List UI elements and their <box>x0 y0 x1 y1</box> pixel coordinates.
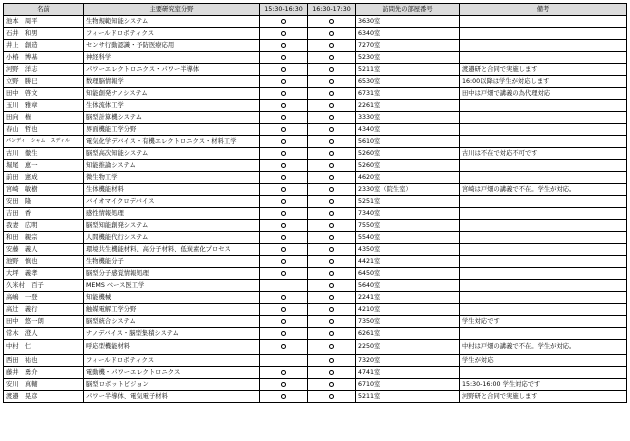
cell-slot-2[interactable] <box>308 172 356 184</box>
cell-room[interactable]: 5211室 <box>356 391 460 403</box>
cell-room[interactable]: 6710室 <box>356 379 460 391</box>
cell-room[interactable]: 5640室 <box>356 280 460 292</box>
cell-note[interactable] <box>460 196 627 208</box>
table-row <box>4 379 627 391</box>
cell-room[interactable]: 4741室 <box>356 367 460 379</box>
available-circle-icon <box>281 223 286 228</box>
cell-note[interactable]: 河野研と合同で実施します <box>460 391 627 403</box>
available-circle-icon <box>329 67 334 72</box>
cell-note[interactable] <box>460 367 627 379</box>
table-row <box>4 292 627 304</box>
cell-slot-1[interactable] <box>260 52 308 64</box>
available-circle-icon <box>329 19 334 24</box>
cell-name[interactable]: 田中 啓文 <box>4 88 84 100</box>
cell-room[interactable]: 6340室 <box>356 28 460 40</box>
available-circle-icon <box>329 223 334 228</box>
table-row <box>4 196 627 208</box>
cell-field[interactable]: MEMS ベース医工学 <box>84 280 260 292</box>
table-row <box>4 28 627 40</box>
cell-slot-1[interactable] <box>260 136 308 148</box>
cell-name[interactable]: 石井 和男 <box>4 28 84 40</box>
cell-field[interactable]: 神経科学 <box>84 52 260 64</box>
cell-field[interactable]: 生体流体工学 <box>84 100 260 112</box>
available-circle-icon <box>329 115 334 120</box>
cell-field[interactable]: 知能創発ナノシステム <box>84 88 260 100</box>
cell-field[interactable]: パワーエレクトロニクス・パワー半導体 <box>84 64 260 76</box>
cell-note[interactable] <box>460 40 627 52</box>
table-row <box>4 367 627 379</box>
cell-field[interactable]: パワー半導体、電気電子材料 <box>84 391 260 403</box>
cell-field[interactable]: 環境共生機能材料、高分子材料、低炭素化プロセス <box>84 244 260 256</box>
cell-field[interactable]: 脳型計算機システム <box>84 112 260 124</box>
available-circle-icon <box>329 271 334 276</box>
available-circle-icon <box>281 175 286 180</box>
cell-name[interactable]: 前田 憲成 <box>4 172 84 184</box>
available-circle-icon <box>281 187 286 192</box>
available-circle-icon <box>329 344 334 349</box>
cell-name[interactable]: 久米村 百子 <box>4 280 84 292</box>
table-row <box>4 64 627 76</box>
available-circle-icon <box>329 31 334 36</box>
cell-slot-1[interactable] <box>260 112 308 124</box>
header-note: 備考 <box>460 4 627 16</box>
cell-slot-2[interactable] <box>308 208 356 220</box>
table-row <box>4 355 627 367</box>
cell-room[interactable]: 4620室 <box>356 172 460 184</box>
available-circle-icon <box>329 307 334 312</box>
cell-note[interactable] <box>460 16 627 28</box>
header-name: 名前 <box>4 4 84 16</box>
cell-field[interactable]: フィールドロボティクス <box>84 355 260 367</box>
cell-slot-2[interactable] <box>308 268 356 280</box>
cell-note[interactable] <box>460 256 627 268</box>
table-row <box>4 220 627 232</box>
table-row <box>4 40 627 52</box>
cell-room[interactable]: 4350室 <box>356 244 460 256</box>
available-circle-icon <box>329 283 334 288</box>
cell-field[interactable]: 数理脳情報学 <box>84 76 260 88</box>
cell-room[interactable]: 7340室 <box>356 208 460 220</box>
available-circle-icon <box>281 55 286 60</box>
cell-field[interactable]: 微生物工学 <box>84 172 260 184</box>
table-row <box>4 256 627 268</box>
cell-room[interactable]: 7550室 <box>356 220 460 232</box>
cell-slot-2[interactable] <box>308 391 356 403</box>
cell-room[interactable]: 6261室 <box>356 328 460 340</box>
cell-room[interactable]: 5260室 <box>356 160 460 172</box>
cell-name[interactable]: 藤井 勇介 <box>4 367 84 379</box>
cell-room[interactable]: 2330室（院生室） <box>356 184 460 196</box>
available-circle-icon <box>281 127 286 132</box>
cell-slot-1[interactable] <box>260 280 308 292</box>
cell-room[interactable]: 4421室 <box>356 256 460 268</box>
cell-note[interactable] <box>460 304 627 316</box>
cell-name[interactable]: 玉川 雅章 <box>4 100 84 112</box>
available-circle-icon <box>281 394 286 399</box>
cell-name[interactable]: 安川 真輔 <box>4 379 84 391</box>
cell-slot-1[interactable] <box>260 316 308 328</box>
cell-room[interactable]: 6530室 <box>356 76 460 88</box>
available-circle-icon <box>329 394 334 399</box>
table-body <box>4 16 627 403</box>
cell-slot-1[interactable] <box>260 160 308 172</box>
cell-slot-1[interactable] <box>260 328 308 340</box>
available-circle-icon <box>329 163 334 168</box>
cell-slot-2[interactable] <box>308 88 356 100</box>
available-circle-icon <box>281 79 286 84</box>
available-circle-icon <box>329 79 334 84</box>
available-circle-icon <box>329 358 334 363</box>
table-row <box>4 316 627 328</box>
available-circle-icon <box>281 295 286 300</box>
cell-name[interactable]: 中村 仁 <box>4 340 84 355</box>
cell-note[interactable]: 15:30-16:00 学生対応です <box>460 379 627 391</box>
available-circle-icon <box>329 55 334 60</box>
cell-slot-1[interactable] <box>260 184 308 196</box>
cell-field[interactable]: ナノデバイス・脳型集積システム <box>84 328 260 340</box>
cell-slot-1[interactable] <box>260 88 308 100</box>
cell-name[interactable]: 春山 哲也 <box>4 124 84 136</box>
available-circle-icon <box>281 382 286 387</box>
cell-note[interactable] <box>460 52 627 64</box>
cell-field[interactable]: 人間機能代行システム <box>84 232 260 244</box>
cell-slot-1[interactable] <box>260 76 308 88</box>
cell-name[interactable]: 田中 悠一朗 <box>4 316 84 328</box>
cell-field[interactable]: 脳型高次知能システム <box>84 148 260 160</box>
cell-note[interactable]: 古川は不在で対応不可です <box>460 148 627 160</box>
cell-field[interactable]: 界面機能工学分野 <box>84 124 260 136</box>
table-row <box>4 268 627 280</box>
cell-room[interactable]: 5211室 <box>356 64 460 76</box>
cell-room[interactable]: 3630室 <box>356 16 460 28</box>
cell-room[interactable]: 5610室 <box>356 136 460 148</box>
cell-name[interactable]: 安藤 義人 <box>4 244 84 256</box>
available-circle-icon <box>281 271 286 276</box>
cell-slot-2[interactable] <box>308 28 356 40</box>
cell-slot-1[interactable] <box>260 268 308 280</box>
cell-slot-2[interactable] <box>308 136 356 148</box>
cell-slot-1[interactable] <box>260 16 308 28</box>
cell-note[interactable] <box>460 208 627 220</box>
cell-slot-1[interactable] <box>260 304 308 316</box>
cell-slot-2[interactable] <box>308 52 356 64</box>
cell-slot-2[interactable] <box>308 124 356 136</box>
available-circle-icon <box>281 211 286 216</box>
cell-field[interactable]: バイオマイクロデバイス <box>84 196 260 208</box>
cell-note[interactable]: 学生対応です <box>460 316 627 328</box>
cell-field[interactable]: 知能機械 <box>84 292 260 304</box>
cell-field[interactable]: 脳型統合システム <box>84 316 260 328</box>
table-row <box>4 172 627 184</box>
cell-room[interactable]: 5540室 <box>356 232 460 244</box>
table-row <box>4 280 627 292</box>
cell-slot-1[interactable] <box>260 220 308 232</box>
table-row <box>4 100 627 112</box>
cell-field[interactable]: 感性情報処理 <box>84 208 260 220</box>
cell-field[interactable]: 電動機・パワーエレクトロニクス <box>84 367 260 379</box>
cell-name[interactable]: パンディ シャム スディル <box>4 136 84 148</box>
cell-room[interactable]: 7270室 <box>356 40 460 52</box>
cell-room[interactable]: 7320室 <box>356 355 460 367</box>
table-row <box>4 76 627 88</box>
cell-slot-1[interactable] <box>260 355 308 367</box>
cell-slot-2[interactable] <box>308 379 356 391</box>
cell-slot-2[interactable] <box>308 304 356 316</box>
cell-name[interactable]: 古川 徹生 <box>4 148 84 160</box>
cell-room[interactable]: 5230室 <box>356 52 460 64</box>
available-circle-icon <box>329 331 334 336</box>
cell-field[interactable]: 生物機能分子 <box>84 256 260 268</box>
cell-note[interactable]: 学生が対応 <box>460 355 627 367</box>
available-circle-icon <box>329 175 334 180</box>
cell-slot-2[interactable] <box>308 292 356 304</box>
table-row <box>4 148 627 160</box>
available-circle-icon <box>329 295 334 300</box>
available-circle-icon <box>329 91 334 96</box>
cell-slot-2[interactable] <box>308 76 356 88</box>
available-circle-icon <box>281 307 286 312</box>
cell-slot-2[interactable] <box>308 184 356 196</box>
cell-slot-2[interactable] <box>308 316 356 328</box>
cell-note[interactable] <box>460 328 627 340</box>
cell-note[interactable] <box>460 124 627 136</box>
available-circle-icon <box>329 187 334 192</box>
cell-field[interactable]: フィールドロボティクス <box>84 28 260 40</box>
cell-slot-2[interactable] <box>308 40 356 52</box>
cell-note[interactable] <box>460 268 627 280</box>
cell-room[interactable]: 2261室 <box>356 100 460 112</box>
cell-field[interactable]: 脳型ロボットビジョン <box>84 379 260 391</box>
available-circle-icon <box>329 211 334 216</box>
cell-slot-1[interactable] <box>260 208 308 220</box>
table-row <box>4 328 627 340</box>
cell-room[interactable]: 3330室 <box>356 112 460 124</box>
cell-room[interactable]: 4210室 <box>356 304 460 316</box>
available-circle-icon <box>281 370 286 375</box>
cell-slot-2[interactable] <box>308 256 356 268</box>
cell-name[interactable]: 池野 慎也 <box>4 256 84 268</box>
cell-slot-2[interactable] <box>308 367 356 379</box>
cell-note[interactable] <box>460 292 627 304</box>
cell-slot-1[interactable] <box>260 28 308 40</box>
available-circle-icon <box>281 259 286 264</box>
cell-slot-1[interactable] <box>260 124 308 136</box>
available-circle-icon <box>281 319 286 324</box>
header-row <box>4 4 627 16</box>
table-row <box>4 124 627 136</box>
cell-note[interactable] <box>460 280 627 292</box>
cell-name[interactable]: 河野 洋志 <box>4 64 84 76</box>
cell-room[interactable]: 6450室 <box>356 268 460 280</box>
cell-name[interactable]: 吉田 香 <box>4 208 84 220</box>
cell-slot-1[interactable] <box>260 64 308 76</box>
table-row <box>4 52 627 64</box>
available-circle-icon <box>329 43 334 48</box>
cell-slot-1[interactable] <box>260 100 308 112</box>
available-circle-icon <box>329 103 334 108</box>
cell-slot-1[interactable] <box>260 379 308 391</box>
available-circle-icon <box>329 319 334 324</box>
cell-room[interactable]: 5260室 <box>356 148 460 160</box>
cell-room[interactable]: 7350室 <box>356 316 460 328</box>
cell-room[interactable]: 2241室 <box>356 292 460 304</box>
available-circle-icon <box>281 19 286 24</box>
cell-note[interactable] <box>460 136 627 148</box>
cell-note[interactable] <box>460 160 627 172</box>
cell-name[interactable]: 渡邉 晃彦 <box>4 391 84 403</box>
cell-slot-2[interactable] <box>308 355 356 367</box>
table-row <box>4 160 627 172</box>
cell-slot-1[interactable] <box>260 172 308 184</box>
cell-note[interactable]: 渡邉研と合同で実施します <box>460 64 627 76</box>
available-circle-icon <box>281 67 286 72</box>
available-circle-icon <box>281 139 286 144</box>
cell-slot-1[interactable] <box>260 244 308 256</box>
cell-slot-1[interactable] <box>260 340 308 355</box>
cell-name[interactable]: 大坪 義孝 <box>4 268 84 280</box>
cell-slot-2[interactable] <box>308 100 356 112</box>
available-circle-icon <box>281 115 286 120</box>
cell-name[interactable]: 井上 創造 <box>4 40 84 52</box>
cell-note[interactable] <box>460 28 627 40</box>
table-row <box>4 391 627 403</box>
cell-field[interactable]: 生体機能材料 <box>84 184 260 196</box>
cell-note[interactable] <box>460 112 627 124</box>
available-circle-icon <box>329 247 334 252</box>
cell-name[interactable]: 安田 隆 <box>4 196 84 208</box>
available-circle-icon <box>329 199 334 204</box>
available-circle-icon <box>281 91 286 96</box>
available-circle-icon <box>329 235 334 240</box>
table-row <box>4 112 627 124</box>
cell-slot-2[interactable] <box>308 148 356 160</box>
table-row <box>4 244 627 256</box>
cell-slot-1[interactable] <box>260 196 308 208</box>
cell-name[interactable]: 小椿 博基 <box>4 52 84 64</box>
available-circle-icon <box>281 344 286 349</box>
available-circle-icon <box>329 382 334 387</box>
cell-note[interactable] <box>460 220 627 232</box>
available-circle-icon <box>329 139 334 144</box>
cell-field[interactable]: 脳型知能創発システム <box>84 220 260 232</box>
cell-slot-2[interactable] <box>308 64 356 76</box>
table-row <box>4 340 627 355</box>
cell-slot-1[interactable] <box>260 391 308 403</box>
available-circle-icon <box>329 259 334 264</box>
cell-slot-2[interactable] <box>308 160 356 172</box>
cell-field[interactable]: 電気化学デバイス・有機エレクトロニクス・材料工学 <box>84 136 260 148</box>
header-field: 主要研究室分野 <box>84 4 260 16</box>
spreadsheet <box>3 3 627 403</box>
cell-field[interactable]: 脳型分子感覚情報処理 <box>84 268 260 280</box>
available-circle-icon <box>281 43 286 48</box>
cell-slot-1[interactable] <box>260 367 308 379</box>
cell-slot-1[interactable] <box>260 292 308 304</box>
cell-slot-2[interactable] <box>308 196 356 208</box>
cell-field[interactable]: センサ行動認識・予防医療応用 <box>84 40 260 52</box>
cell-room[interactable]: 4340室 <box>356 124 460 136</box>
header-slot-1: 15:30-16:30 <box>260 4 308 16</box>
cell-slot-1[interactable] <box>260 40 308 52</box>
cell-name[interactable]: 堀尾 恵一 <box>4 160 84 172</box>
cell-name[interactable]: 宮崎 敏樹 <box>4 184 84 196</box>
cell-slot-1[interactable] <box>260 232 308 244</box>
available-circle-icon <box>281 199 286 204</box>
available-circle-icon <box>281 163 286 168</box>
table-row <box>4 304 627 316</box>
table-row <box>4 136 627 148</box>
available-circle-icon <box>281 151 286 156</box>
cell-name[interactable]: 高嶋 一登 <box>4 292 84 304</box>
table-row <box>4 232 627 244</box>
cell-note[interactable] <box>460 232 627 244</box>
cell-slot-2[interactable] <box>308 328 356 340</box>
cell-slot-1[interactable] <box>260 148 308 160</box>
cell-field[interactable]: 生物規範知能システム <box>84 16 260 28</box>
cell-note[interactable]: 中村は戸畑の講義で不在。学生が対応。 <box>460 340 627 355</box>
cell-note[interactable] <box>460 244 627 256</box>
cell-slot-2[interactable] <box>308 340 356 355</box>
available-circle-icon <box>329 127 334 132</box>
cell-name[interactable]: 西田 祐也 <box>4 355 84 367</box>
cell-note[interactable] <box>460 100 627 112</box>
cell-field[interactable]: 知能推論システム <box>84 160 260 172</box>
cell-name[interactable]: 常木 澄人 <box>4 328 84 340</box>
available-circle-icon <box>281 235 286 240</box>
cell-note[interactable]: 宮崎は戸畑の講義で不在。学生が対応。 <box>460 184 627 196</box>
cell-name[interactable]: 田向 権 <box>4 112 84 124</box>
available-circle-icon <box>329 151 334 156</box>
available-circle-icon <box>281 31 286 36</box>
available-circle-icon <box>281 247 286 252</box>
cell-room[interactable]: 6731室 <box>356 88 460 100</box>
cell-name[interactable]: 和田 親宗 <box>4 232 84 244</box>
table-row <box>4 184 627 196</box>
cell-note[interactable] <box>460 172 627 184</box>
header-room: 訪問先の部屋番号 <box>356 4 460 16</box>
cell-name[interactable]: 池本 周平 <box>4 16 84 28</box>
available-circle-icon <box>281 331 286 336</box>
cell-note[interactable]: 16:00以降は学生が対応します <box>460 76 627 88</box>
cell-room[interactable]: 5251室 <box>356 196 460 208</box>
cell-slot-2[interactable] <box>308 112 356 124</box>
cell-name[interactable]: 高辻 義行 <box>4 304 84 316</box>
cell-slot-2[interactable] <box>308 16 356 28</box>
table-row <box>4 16 627 28</box>
available-circle-icon <box>281 103 286 108</box>
cell-field[interactable]: 触媒電解工学分野 <box>84 304 260 316</box>
cell-slot-1[interactable] <box>260 256 308 268</box>
cell-slot-2[interactable] <box>308 232 356 244</box>
available-circle-icon <box>329 370 334 375</box>
cell-name[interactable]: 我妻 広明 <box>4 220 84 232</box>
table-row <box>4 88 627 100</box>
cell-slot-2[interactable] <box>308 280 356 292</box>
header-slot-2: 16:30-17:30 <box>308 4 356 16</box>
cell-slot-2[interactable] <box>308 220 356 232</box>
cell-name[interactable]: 立野 勝巳 <box>4 76 84 88</box>
cell-slot-2[interactable] <box>308 244 356 256</box>
table-row <box>4 208 627 220</box>
visit-schedule-table <box>3 3 627 403</box>
cell-room[interactable]: 2250室 <box>356 340 460 355</box>
cell-note[interactable]: 田中は戸畑で講義の為代理対応 <box>460 88 627 100</box>
cell-field[interactable]: 呼応型機能材料 <box>84 340 260 355</box>
